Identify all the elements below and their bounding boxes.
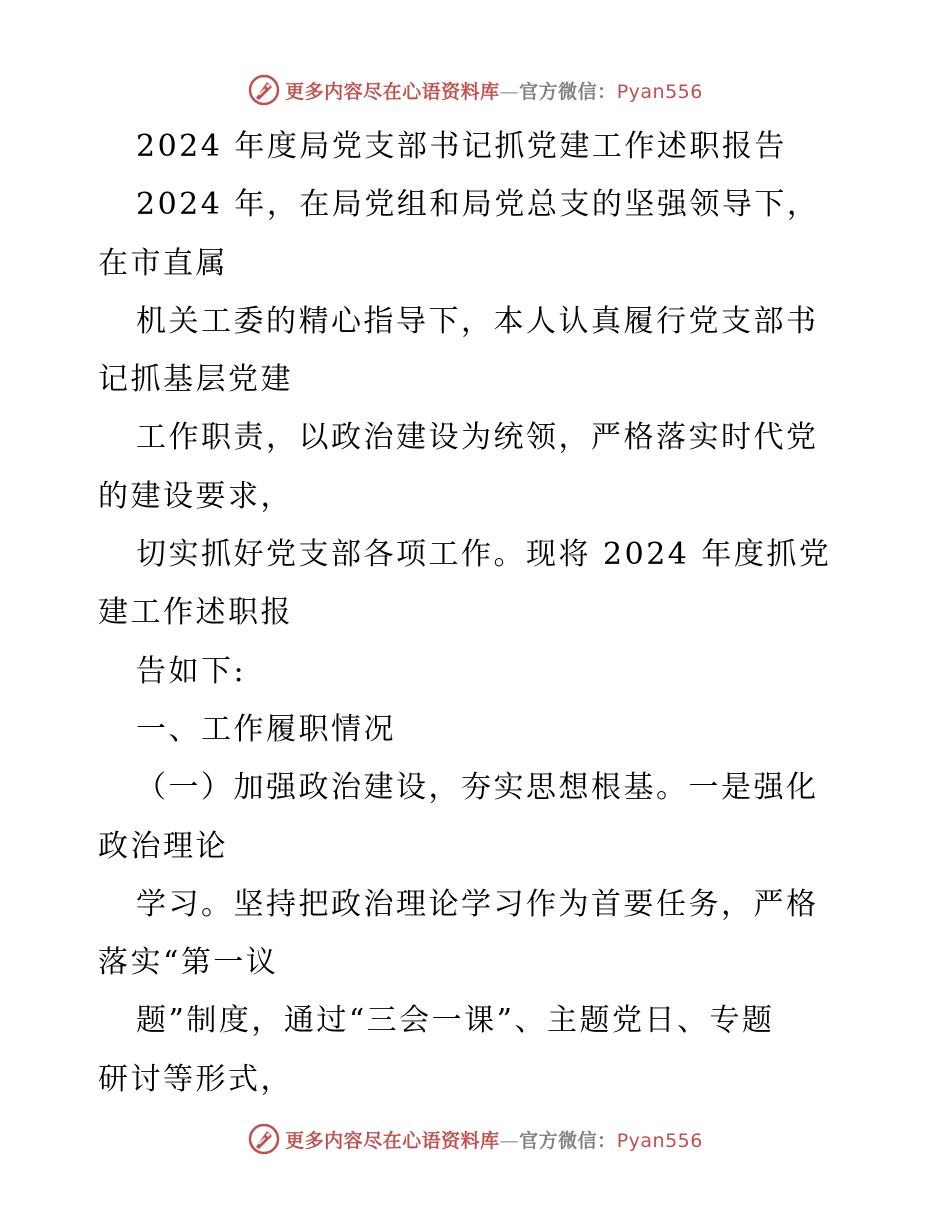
watermark-dash: — — [499, 1129, 520, 1152]
watermark-main: 更多内容尽在心语资料库 — [285, 80, 500, 103]
text-line: 建工作述职报 — [98, 595, 293, 631]
text-line: 记抓基层党建 — [98, 362, 293, 398]
watermark-banner-bottom — [0, 1119, 950, 1159]
text-line: 的建设要求， — [98, 478, 293, 514]
text-line: 2024 年，在局党组和局党总支的坚强领导下， — [136, 187, 820, 223]
text-line: 学习。坚持把政治理论学习作为首要任务，严格 — [136, 886, 819, 922]
watermark-banner-top — [0, 70, 950, 110]
text-line: 政治理论 — [98, 828, 228, 864]
watermark-official: 官方微信： — [519, 80, 617, 103]
watermark-dash: — — [499, 80, 520, 103]
text-line: 在市直属 — [98, 245, 228, 281]
watermark-id: Pyan556 — [616, 1129, 703, 1152]
text-line: 告如下: — [136, 653, 247, 689]
text-line: 机关工委的精心指导下，本人认真履行党支部书 — [136, 303, 819, 339]
document-body — [98, 118, 858, 1109]
text-line: （一）加强政治建设，夯实思想根基。一是强化 — [136, 770, 819, 806]
watermark-text — [285, 77, 703, 104]
document-title: 2024 年度局党支部书记抓党建工作述职报告 — [136, 129, 787, 164]
text-line: 题”制度，通过“三会一课”、主题党日、专题 — [136, 1003, 775, 1039]
text-line: 研讨等形式， — [98, 1061, 293, 1097]
text-line: 落实“第一议 — [98, 945, 279, 981]
pen-nib-logo-icon — [247, 1122, 281, 1156]
text-line: 切实抓好党支部各项工作。现将 2024 年度抓党 — [136, 537, 832, 573]
watermark-text — [285, 1126, 703, 1153]
watermark-id: Pyan556 — [616, 80, 703, 103]
text-line: 工作职责，以政治建设为统领，严格落实时代党 — [136, 420, 819, 456]
watermark-official: 官方微信： — [519, 1129, 617, 1152]
pen-nib-logo-icon — [247, 73, 281, 107]
text-line: 一、工作履职情况 — [136, 711, 396, 747]
watermark-main: 更多内容尽在心语资料库 — [285, 1129, 500, 1152]
